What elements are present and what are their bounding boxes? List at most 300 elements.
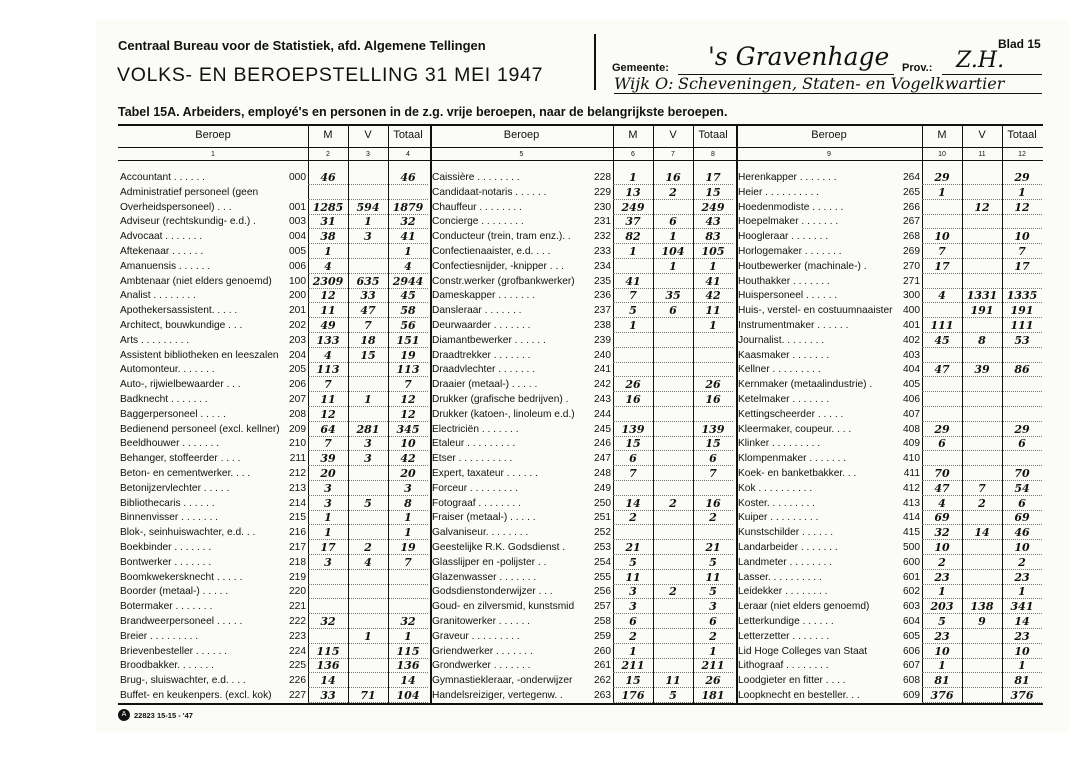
row-rule — [613, 273, 733, 274]
table-row-totaal: 345 — [396, 422, 420, 436]
table-row-code: 604 — [903, 616, 920, 627]
table-row-beroep: Gymnastiekleraar, -onderwijzer — [432, 675, 573, 687]
table-row-totaal: 86 — [1014, 363, 1030, 377]
table-row-code: 234 — [594, 260, 611, 272]
table-row-code: 262 — [594, 675, 611, 687]
table-row-m: 10 — [934, 644, 950, 658]
row-rule — [308, 347, 428, 348]
header-totaal: Totaal — [1007, 129, 1037, 141]
table-row-code: 270 — [903, 260, 920, 272]
table-row-code: 207 — [289, 394, 306, 405]
table-row-beroep: Galvaniseur. . . . . . . . — [432, 527, 529, 539]
table-row-totaal: 5 — [709, 585, 717, 599]
table-row-code: 004 — [289, 231, 306, 243]
table-row-m: 1 — [938, 185, 946, 199]
table-row-beroep: Loodgieter en fitter . . . . — [738, 675, 846, 687]
table-row-m: 64 — [320, 422, 336, 436]
table-row-v: 9 — [978, 615, 986, 628]
table-row-code: 226 — [289, 675, 306, 687]
table-row-beroep: Lid Hoge Colleges van Staat — [738, 645, 868, 657]
table-row-totaal: 1 — [1018, 185, 1026, 199]
table-row-beroep: Leraar (niet elders genoemd) — [738, 601, 870, 613]
table-row-code: 236 — [594, 290, 611, 302]
table-row-m: 11 — [320, 304, 336, 318]
table-row-code: 100 — [289, 275, 306, 287]
table-row-beroep: Journalist. . . . . . . . — [738, 334, 825, 346]
table-row-m: 211 — [621, 659, 645, 673]
table-row-m: 15 — [625, 437, 641, 451]
table-row-code: 245 — [594, 423, 611, 435]
table-row-m: 82 — [625, 230, 641, 244]
table-row-m: 45 — [934, 333, 950, 347]
table-row-m: 26 — [625, 378, 641, 392]
table-row-totaal: 12 — [400, 407, 416, 421]
table-row-code: 255 — [594, 571, 611, 583]
table-row-beroep: Klinker . . . . . . . . . — [738, 438, 821, 450]
table-row-beroep: Herenkapper . . . . . . . — [738, 172, 837, 183]
table-row-totaal: 58 — [400, 304, 416, 318]
table-row-totaal: 1 — [404, 526, 412, 540]
table-row-code: 408 — [903, 423, 920, 435]
table-row-beroep: Kok . . . . . . . . . . — [738, 482, 813, 494]
table-row-totaal: 10 — [1014, 230, 1030, 244]
table-row-beroep: Boomkwekersknecht . . . . . — [120, 571, 243, 583]
table-row-beroep: Ketelmaker . . . . . . . — [738, 394, 830, 405]
table-row-beroep: Landmeter . . . . . . . . — [738, 556, 832, 568]
table-row-code: 413 — [903, 497, 920, 509]
table-row-v: 5 — [364, 496, 372, 510]
table-row-beroep: Badknecht . . . . . . . — [120, 394, 208, 405]
table-row-v: 16 — [665, 171, 681, 184]
table-row-totaal: 1335 — [1006, 289, 1038, 303]
header-beroep: Beroep — [811, 129, 847, 141]
table-row-code: 223 — [289, 630, 306, 642]
row-rule — [613, 569, 733, 570]
table-row-v: 191 — [970, 304, 994, 318]
table-row-code: 211 — [289, 453, 306, 465]
table-row-totaal: 69 — [1014, 511, 1030, 525]
table-row-code: 407 — [903, 408, 920, 420]
table-row-totaal: 19 — [400, 348, 416, 362]
table-row-v: 281 — [356, 422, 380, 436]
table-row-m: 113 — [316, 363, 340, 377]
table-row-beroep: Drukker (katoen-, linoleum e.d.) — [432, 408, 575, 420]
table-row-code: 200 — [289, 290, 306, 302]
table-row-m: 2 — [629, 511, 637, 525]
table-row-beroep: Forceur . . . . . . . . . — [432, 482, 519, 494]
table-row-code: 500 — [903, 542, 920, 553]
table-row-m: 12 — [320, 407, 336, 421]
table-row-beroep: Caissière . . . . . . . . — [432, 172, 520, 183]
table-row-code: 006 — [289, 260, 306, 272]
table-row-totaal: 15 — [705, 437, 721, 451]
table-row-v: 635 — [356, 274, 380, 288]
table-row-totaal: 2 — [709, 629, 717, 643]
header-totaal: Totaal — [393, 129, 423, 141]
table-row-v: 39 — [974, 363, 990, 377]
table-row-beroep: Landarbeider . . . . . . . — [738, 542, 838, 553]
sheet-number: Blad 15 — [998, 37, 1041, 51]
table-row-m: 4 — [938, 496, 946, 510]
table-row-m: 11 — [625, 570, 641, 584]
table-row-m: 4 — [324, 259, 332, 273]
table-row-totaal: 46 — [400, 171, 416, 184]
table-row-beroep: Bedienend personeel (excl. kellner) — [120, 423, 280, 435]
table-row-totaal: 1 — [404, 511, 412, 525]
table-row-totaal: 10 — [400, 437, 416, 451]
table-row-beroep: Concierge . . . . . . . . — [432, 216, 524, 228]
table-row-code: 253 — [594, 542, 611, 553]
table-row-m: 32 — [934, 526, 950, 540]
table-row-beroep: Boorder (metaal-) . . . . . — [120, 586, 229, 598]
header-v: V — [364, 129, 372, 141]
table-row-totaal: 12 — [400, 393, 416, 406]
table-row-totaal: 46 — [1014, 526, 1030, 540]
table-row-m: 81 — [934, 674, 950, 688]
table-row-beroep: Horlogemaker . . . . . . . — [738, 246, 842, 257]
table-row-beroep: Broodbakker. . . . . . . — [120, 660, 214, 672]
row-rule — [613, 554, 733, 555]
table-row-code: 246 — [594, 438, 611, 450]
table-row-v: 35 — [665, 289, 681, 303]
table-row-beroep: Hoepelmaker . . . . . . . — [738, 216, 839, 228]
table-row-code: 402 — [903, 334, 920, 346]
table-row-m: 47 — [934, 363, 950, 377]
table-row-v: 2 — [669, 585, 677, 599]
column-number: 8 — [711, 151, 715, 158]
row-rule — [922, 643, 1042, 644]
table-row-m: 136 — [316, 659, 340, 673]
table-row-m: 33 — [320, 689, 336, 702]
column-number: 6 — [631, 151, 635, 158]
row-rule — [308, 598, 428, 599]
table-row-code: 203 — [289, 334, 306, 346]
table-row-code: 218 — [289, 556, 306, 568]
table-row-beroep: Ambtenaar (niet elders genoemd) — [120, 275, 272, 287]
table-row-totaal: 17 — [1014, 259, 1030, 273]
table-row-beroep: Geestelijke R.K. Godsdienst . — [432, 542, 566, 553]
wijk-handwritten: Scheveningen, Staten- en Vogelkwartier — [678, 74, 1005, 93]
table-row-m: 17 — [320, 541, 336, 554]
table-row-code: 235 — [594, 275, 611, 287]
table-row-beroep: Graveur . . . . . . . . . — [432, 630, 520, 642]
table-row-code: 264 — [903, 172, 920, 183]
row-rule — [922, 628, 1042, 629]
table-row-v: 18 — [360, 333, 376, 347]
table-row-m: 6 — [938, 437, 946, 451]
table-row-totaal: 115 — [396, 644, 420, 658]
table-row-totaal: 8 — [404, 496, 412, 510]
table-row-v: 6 — [669, 215, 677, 229]
table-row-m: 1 — [629, 319, 637, 332]
table-row-beroep: Drukker (grafische bedrijven) . — [432, 394, 569, 405]
table-row-v: 1 — [364, 629, 372, 643]
row-rule — [922, 214, 1042, 215]
table-row-totaal: 1 — [709, 644, 717, 658]
table-row-m: 37 — [625, 215, 641, 229]
wijk-line — [614, 93, 1042, 94]
table-row-beroep: Binnenvisser . . . . . . . — [120, 512, 218, 524]
table-row-beroep: Deurwaarder . . . . . . . — [432, 320, 531, 331]
table-row-v: 3 — [364, 230, 372, 244]
table-row-beroep: Instrumentmaker . . . . . . — [738, 320, 849, 331]
table-row-totaal: 341 — [1010, 600, 1034, 614]
table-row-beroep: Bontwerker . . . . . . . — [120, 556, 212, 568]
row-rule — [308, 184, 428, 185]
table-row-beroep: Confectiesnijder, -knipper . . . — [432, 260, 564, 272]
table-row-code: 212 — [289, 468, 306, 479]
table-row-beroep: Goud- en zilversmid, kunstsmid — [432, 601, 575, 613]
table-row-m: 133 — [316, 333, 340, 347]
table-row-code: 269 — [903, 246, 920, 257]
row-rule — [613, 199, 733, 200]
table-row-beroep: Fraiser (metaal-) . . . . . — [432, 512, 536, 524]
table-row-m: 38 — [320, 230, 336, 244]
table-row-code: 005 — [289, 246, 306, 257]
row-rule — [308, 628, 428, 629]
row-rule — [922, 347, 1042, 348]
table-row-beroep: Grondwerker . . . . . . . — [432, 660, 531, 672]
row-rule — [308, 569, 428, 570]
table-row-v: 71 — [360, 689, 376, 702]
row-rule — [922, 199, 1042, 200]
table-row-beroep: Kunstschilder . . . . . . — [738, 527, 834, 539]
table-row-code: 300 — [903, 290, 920, 302]
table-row-totaal: 7 — [1018, 245, 1026, 258]
table-row-code: 241 — [594, 364, 611, 376]
table-row-beroep: Betonijzervlechter . . . . . — [120, 482, 230, 494]
table-row-totaal: 29 — [1014, 171, 1030, 184]
table-row-v: 1 — [364, 393, 372, 406]
table-row-beroep: Letterzetter . . . . . . . — [738, 630, 830, 642]
table-row-code: 606 — [903, 645, 920, 657]
table-row-v: 2 — [669, 496, 677, 510]
table-row-beroep: Handelsreiziger, vertegenw. . — [432, 690, 563, 701]
table-row-code: 206 — [289, 379, 306, 391]
table-row-totaal: 32 — [400, 215, 416, 229]
gemeente-handwritten: 's Gravenhage — [708, 42, 890, 71]
table-row-v: 3 — [364, 452, 372, 466]
table-row-totaal: 105 — [701, 245, 725, 258]
table-row-totaal: 10 — [1014, 644, 1030, 658]
table-row-totaal: 7 — [709, 467, 717, 480]
table-row-totaal: 151 — [396, 333, 420, 347]
table-row-totaal: 6 — [709, 615, 717, 628]
table-row-totaal: 42 — [705, 289, 721, 303]
table-row-m: 7 — [324, 378, 332, 392]
table-row-totaal: 249 — [701, 200, 725, 214]
table-row-totaal: 181 — [701, 689, 725, 702]
table-row-v: 2 — [364, 541, 372, 554]
table-row-beroep: Granitowerker . . . . . . — [432, 616, 530, 627]
table-row-m: 3 — [324, 481, 332, 495]
header-v: V — [669, 129, 677, 141]
table-row-beroep: Griendwerker . . . . . . . — [432, 645, 533, 657]
table-row-v: 47 — [360, 304, 376, 318]
table-row-m: 115 — [316, 644, 340, 658]
table-row-code: 210 — [289, 438, 306, 450]
table-row-totaal: 104 — [396, 689, 420, 702]
table-row-m: 1 — [324, 526, 332, 540]
table-row-totaal: 81 — [1014, 674, 1030, 688]
table-row-totaal: 21 — [705, 541, 721, 554]
row-rule — [922, 273, 1042, 274]
row-rule — [613, 643, 733, 644]
table-row-m: 23 — [934, 570, 950, 584]
table-row-code: 400 — [903, 305, 920, 317]
table-row-code: 602 — [903, 586, 920, 598]
table-row-totaal: 26 — [705, 378, 721, 392]
row-rule — [613, 347, 733, 348]
table-row-totaal: 70 — [1014, 467, 1030, 480]
row-rule — [308, 495, 428, 496]
table-row-totaal: 45 — [400, 289, 416, 303]
table-row-code: 260 — [594, 645, 611, 657]
table-row-beroep: Advocaat . . . . . . . — [120, 231, 203, 243]
table-row-totaal: 41 — [705, 274, 721, 288]
table-row-totaal: 2944 — [392, 274, 424, 288]
table-row-code: 228 — [594, 172, 611, 183]
table-row-m: 176 — [621, 689, 645, 702]
row-rule — [308, 332, 428, 333]
table-row-totaal: 1 — [709, 259, 717, 273]
table-row-m: 4 — [324, 348, 332, 362]
wijk-label: Wijk O: — [614, 74, 674, 93]
table-row-m: 14 — [625, 496, 641, 510]
table-row-m: 2 — [629, 629, 637, 643]
table-row-totaal: 14 — [400, 674, 416, 688]
table-row-code: 219 — [289, 571, 306, 583]
table-row-m: 1 — [629, 171, 637, 184]
table-row-code: 263 — [594, 690, 611, 701]
table-row-beroep: Houtbewerker (machinale-) . — [738, 260, 867, 272]
row-rule — [922, 391, 1042, 392]
table-row-code: 230 — [594, 201, 611, 213]
table-row-totaal: 41 — [400, 230, 416, 244]
table-row-totaal: 19 — [400, 541, 416, 554]
table-row-code: 605 — [903, 630, 920, 642]
table-row-beroep: Accountant . . . . . . — [120, 172, 205, 183]
table-row-m: 203 — [930, 600, 954, 614]
table-row-beroep: Brandweerpersoneel . . . . . — [120, 616, 243, 627]
table-row-totaal: 1 — [1018, 659, 1026, 673]
table-row-m: 69 — [934, 511, 950, 525]
row-rule — [922, 406, 1042, 407]
header-v: V — [978, 129, 986, 141]
table-row-m: 23 — [934, 629, 950, 643]
table-row-m: 70 — [934, 467, 950, 480]
table-row-beroep: Leidekker . . . . . . . . — [738, 586, 828, 598]
table-row-m: 10 — [934, 541, 950, 554]
table-row-beroep: Architect, bouwkundige . . . — [120, 320, 243, 331]
table-row-totaal: 3 — [404, 481, 412, 495]
row-rule — [613, 480, 733, 481]
table-row-beroep: Automonteur. . . . . . . — [120, 364, 215, 376]
table-row-totaal: 16 — [705, 496, 721, 510]
table-row-totaal: 26 — [705, 674, 721, 688]
table-row-code: 404 — [903, 364, 920, 376]
table-row-m: 41 — [625, 274, 641, 288]
form-title: VOLKS- EN BEROEPSTELLING 31 MEI 1947 — [117, 64, 544, 86]
organization-line: Centraal Bureau voor de Statistiek, afd. Algemene Tellingen — [118, 38, 486, 53]
table-row-m: 7 — [629, 467, 637, 480]
table-row-totaal: 136 — [396, 659, 420, 673]
table-row-m: 1 — [629, 245, 637, 258]
table-row-beroep: Apothekersassistent. . . . . — [120, 305, 238, 317]
table-row-m: 249 — [621, 200, 645, 214]
table-row-m: 49 — [320, 319, 336, 332]
row-rule — [308, 554, 428, 555]
table-row-code: 248 — [594, 468, 611, 479]
table-row-m: 1 — [938, 585, 946, 599]
table-row-beroep: Klompenmaker . . . . . . . — [738, 453, 847, 465]
header-m: M — [628, 129, 638, 141]
table-row-v: 15 — [360, 348, 376, 362]
table-row-m: 4 — [938, 289, 946, 303]
table-row-beroep: Lasser. . . . . . . . . . — [738, 571, 822, 583]
table-row-m: 47 — [934, 481, 950, 495]
table-row-m: 11 — [320, 393, 336, 406]
table-row-v: 1 — [364, 215, 372, 229]
row-rule — [308, 258, 428, 259]
table-row-beroep: Baggerpersoneel . . . . . — [120, 408, 226, 420]
row-rule — [922, 702, 1042, 703]
table-row-beroep: Hoogleraar . . . . . . . — [738, 231, 829, 243]
table-row-code: 225 — [289, 660, 306, 672]
table-row-code: 609 — [903, 690, 920, 701]
row-rule — [308, 643, 428, 644]
table-row-totaal: 113 — [396, 363, 420, 377]
table-row-m: 31 — [320, 215, 336, 229]
table-row-m: 5 — [629, 304, 637, 318]
table-row-code: 238 — [594, 320, 611, 331]
table-row-v: 1331 — [966, 289, 998, 303]
table-row-m: 5 — [938, 615, 946, 628]
table-row-m: 3 — [324, 496, 332, 510]
table-row-code: 216 — [289, 527, 306, 539]
table-row-code: 000 — [289, 172, 306, 183]
table-row-code: 271 — [903, 275, 920, 287]
table-row-m: 1285 — [312, 200, 344, 214]
column-number: 10 — [938, 151, 946, 158]
table-row-code: 243 — [594, 394, 611, 405]
table-row-totaal: 376 — [1010, 689, 1034, 702]
row-rule — [922, 554, 1042, 555]
table-row-code: 259 — [594, 630, 611, 642]
column-number: 12 — [1018, 151, 1026, 158]
table-row-v: 594 — [356, 200, 380, 214]
table-row-beroep: Godsdienstonderwijzer . . . — [432, 586, 553, 598]
table-row-code: 003 — [289, 216, 306, 228]
table-row-beroep: Kernmaker (metaalindustrie) . — [738, 379, 873, 391]
table-row-beroep: Beton- en cementwerker. . . . — [120, 468, 251, 479]
table-row-beroep: Buffet- en keukenpers. (excl. kok) — [120, 690, 272, 701]
table-row-v: 4 — [364, 555, 372, 569]
table-row-code: 239 — [594, 334, 611, 346]
table-row-code: 213 — [289, 482, 306, 494]
table-row-code: 205 — [289, 364, 306, 376]
table-row-beroep: Kleermaker, coupeur. . . . — [738, 423, 852, 435]
row-rule — [308, 480, 428, 481]
table-row-code: 266 — [903, 201, 920, 213]
table-row-code: 208 — [289, 408, 306, 420]
table-row-m: 12 — [320, 289, 336, 303]
table-row-v: 138 — [970, 600, 994, 614]
row-rule — [308, 199, 428, 200]
table-row-v: 8 — [978, 333, 986, 347]
table-row-m: 7 — [324, 437, 332, 451]
print-code: 22823 15-15 - '47 — [134, 711, 193, 720]
